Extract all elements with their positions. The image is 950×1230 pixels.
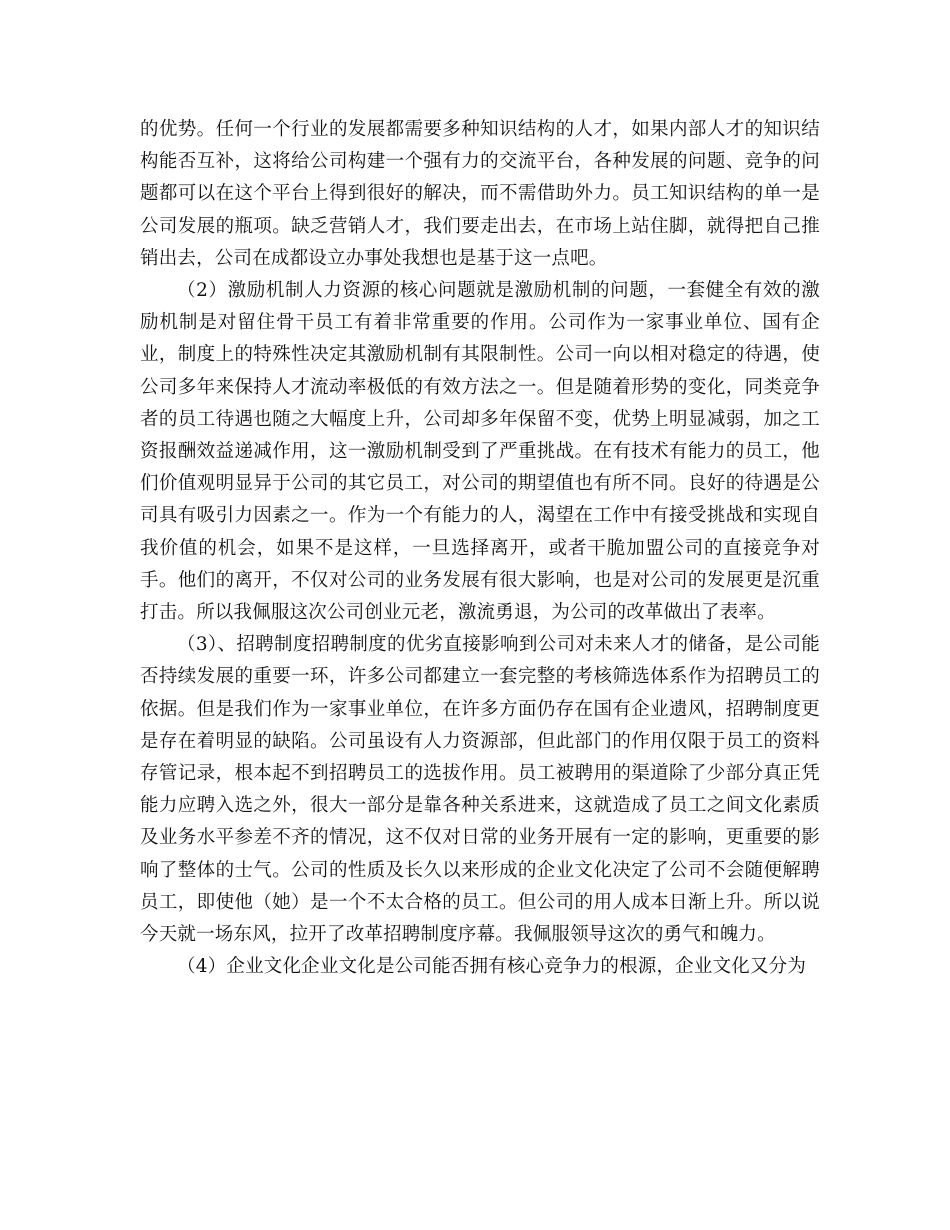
paragraph-corporate-culture: （4）企业文化企业文化是公司能否拥有核心竞争力的根源，企业文化又分为 [177,956,807,978]
paragraph-continuation: 的优势。任何一个行业的发展都需要多种知识结构的人才，如果内部人才的知识结构能否互补，这将给公司构建一个强有力的交流平台，各种发展的问题、竞争的问题都可以在这个平台上得到很好的解决，而不需借助外力。员工知识结构的单一是公司发展的瓶项。缺乏营销人才，我们要走出去，在市场上站住脚，就得把自己推销出去，公司在成都设立办事处我想也是基于这一点吧。 [140,119,820,269]
document-body [140,114,820,983]
paragraph-recruitment-system: （3）、招聘制度招聘制度的优劣直接影响到公司对未来人才的储备，是公司能否持续发展的重要一环，许多公司都建立一套完整的考核筛选体系作为招聘员工的依据。但是我们作为一家事业单位，在许多方面仍存在国有企业遗风，招聘制度更是存在着明显的缺陷。公司虽设有人力资源部，但此部门的作用仅限于员工的资料存管记录，根本起不到招聘员工的选拔作用。员工被聘用的渠道除了少部分真正凭能力应聘入选之外，很大一部分是靠各种关系进来，这就造成了员工之间文化素质及业务水平参差不齐的情况，这不仅对日常的业务开展有一定的影响，更重要的影响了整体的士气。公司的性质及长久以来形成的企业文化决定了公司不会随便解聘员工，即使他（她）是一个不太合格的员工。但公司的用人成本日渐上升。所以说今天就一场东风，拉开了改革招聘制度序幕。我佩服领导这次的勇气和魄力。 [140,634,820,946]
paragraph-incentive-mechanism: （2）激励机制人力资源的核心问题就是激励机制的问题，一套健全有效的激励机制是对留住骨干员工有着非常重要的作用。公司作为一家事业单位、国有企业，制度上的特殊性决定其激励机制有其限制性。公司一向以相对稳定的待遇，使公司多年来保持人才流动率极低的有效方法之一。但是随着形势的变化，同类竞争者的员工待遇也随之大幅度上升，公司却多年保留不变，优势上明显减弱，加之工资报酬效益递减作用，这一激励机制受到了严重挑战。在有技术有能力的员工，他们价值观明显异于公司的其它员工，对公司的期望值也有所不同。良好的待遇是公司具有吸引力因素之一。作为一个有能力的人，渴望在工作中有接受挑战和实现自我价值的机会，如果不是这样，一旦选择离开，或者干脆加盟公司的直接竞争对手。他们的离开，不仅对公司的业务发展有很大影响，也是对公司的发展更是沉重打击。所以我佩服这次公司创业元老，激流勇退，为公司的改革做出了表率。 [140,280,820,624]
